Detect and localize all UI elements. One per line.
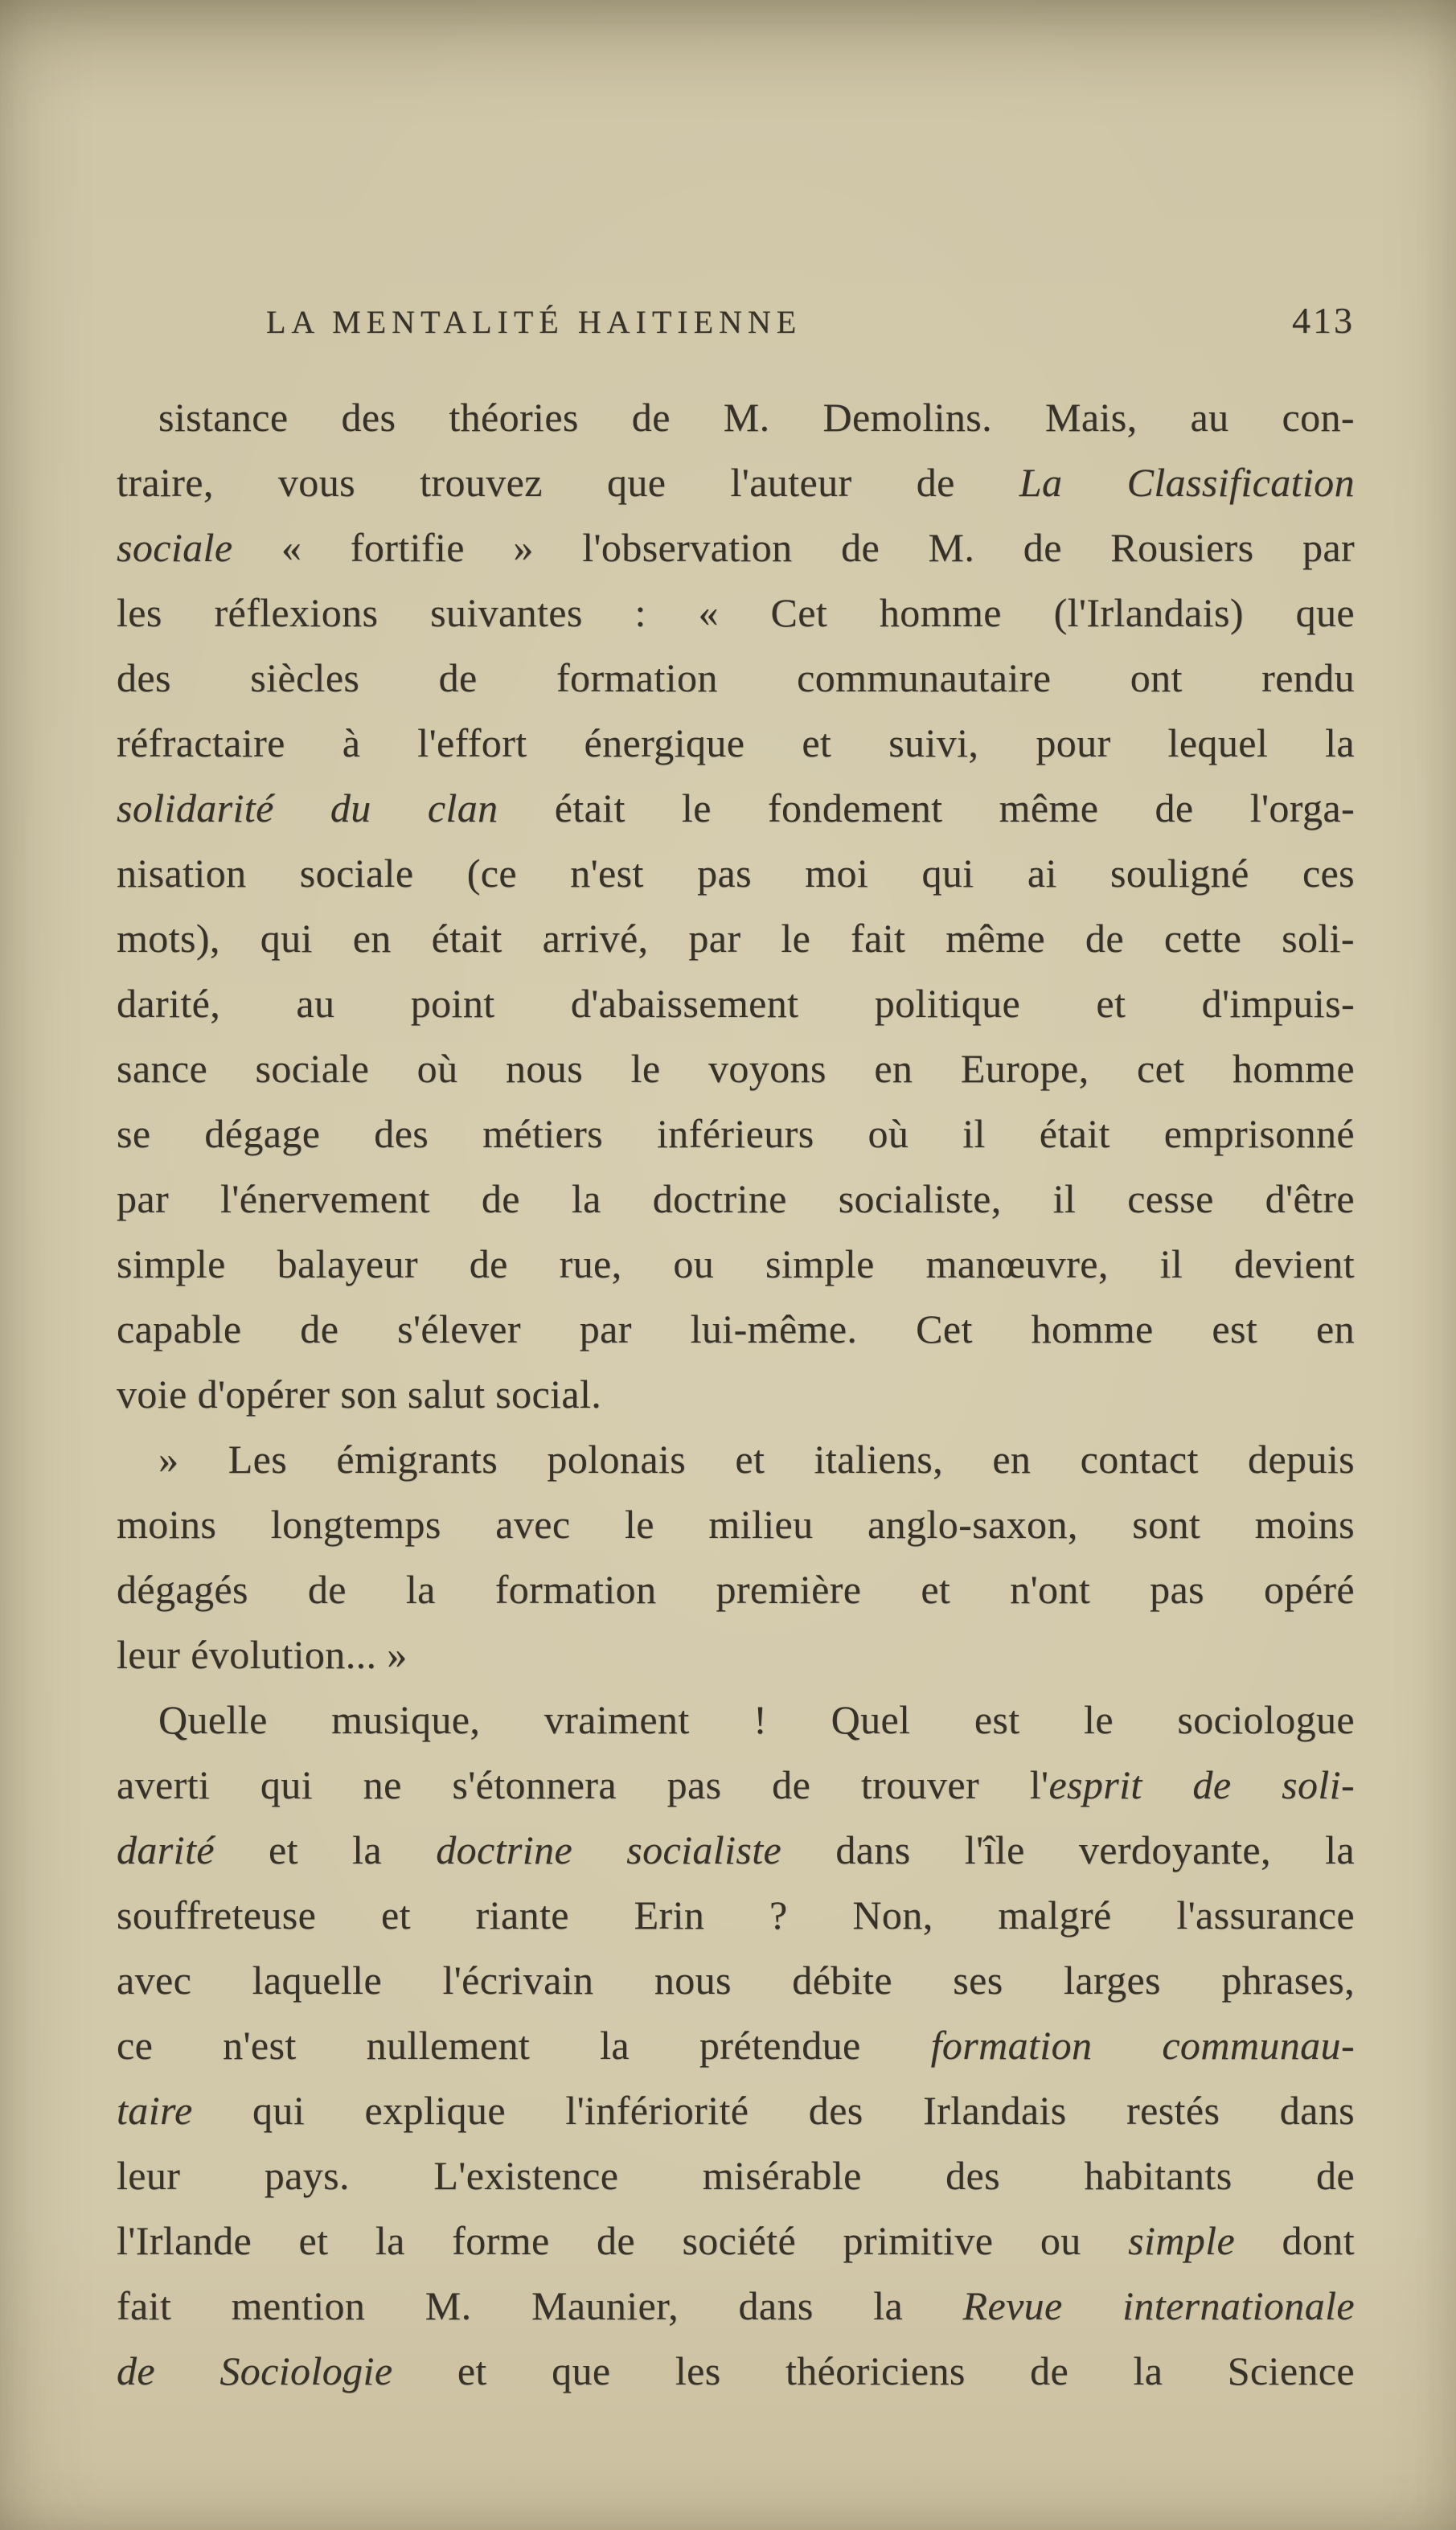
- text-segment: leur évolution... »: [117, 1632, 408, 1677]
- text-line: [117, 1948, 1355, 2013]
- text-line: [117, 1492, 1355, 1557]
- italic-text-segment: taire: [117, 2088, 193, 2133]
- text-segment: fait mention M. Maunier, dans la: [117, 2283, 963, 2328]
- text-segment: ce n'est nullement la prétendue: [117, 2023, 931, 2068]
- text-segment: sistance des théories de M. Demolins. Mais, au con-: [158, 395, 1355, 440]
- text-segment: « fortifie » l'observation de M. de Rousiers par: [232, 525, 1355, 570]
- text-segment: réfractaire à l'effort énergique et suivi, pour lequel la: [117, 720, 1355, 765]
- text-line: [117, 971, 1355, 1036]
- text-line: [117, 1687, 1355, 1753]
- text-line: [117, 2208, 1355, 2274]
- text-line: [117, 515, 1355, 580]
- text-line: [117, 2143, 1355, 2208]
- text-segment: l'Irlande et la forme de société primitive ou: [117, 2218, 1129, 2263]
- text-segment: souffreteuse et riante Erin ? Non, malgré l'assurance: [117, 1892, 1355, 1937]
- text-segment: capable de s'élever par lui-même. Cet homme est en: [117, 1306, 1355, 1351]
- text-segment: des siècles de formation communautaire ont rendu: [117, 655, 1355, 700]
- text-segment: nisation sociale (ce n'est pas moi qui ai souligné ces: [117, 851, 1355, 896]
- text-line: [117, 1883, 1355, 1948]
- text-segment: et que les théoriciens de la Science: [392, 2348, 1355, 2393]
- italic-text-segment: Revue internationale: [962, 2283, 1355, 2328]
- page-number: 413: [1292, 300, 1355, 341]
- text-line: [117, 450, 1355, 515]
- text-segment: par l'énervement de la doctrine socialiste, il cesse d'être: [117, 1176, 1355, 1221]
- text-line: [117, 1818, 1355, 1883]
- text-segment: les réflexions suivantes : « Cet homme (l'Irlandais) que: [117, 590, 1355, 635]
- text-segment: mots), qui en était arrivé, par le fait même de cette soli-: [117, 916, 1355, 961]
- italic-text-segment: esprit de soli-: [1048, 1762, 1355, 1807]
- text-segment: dont: [1235, 2218, 1355, 2263]
- text-segment: leur pays. L'existence misérable des habitants de: [117, 2153, 1355, 2198]
- text-segment: traire, vous trouvez que l'auteur de: [117, 460, 1019, 505]
- running-title: LA MENTALITÉ HAITIENNE: [266, 304, 802, 340]
- text-segment: dans l'île verdoyante, la: [781, 1827, 1355, 1872]
- italic-text-segment: sociale: [117, 525, 233, 570]
- page-header: [117, 299, 1355, 342]
- text-segment: averti qui ne s'étonnera pas de trouver l': [117, 1762, 1049, 1807]
- text-segment: qui explique l'infériorité des Irlandais restés dans: [192, 2088, 1355, 2133]
- text-segment: sance sociale où nous le voyons en Europe, cet homme: [117, 1046, 1355, 1091]
- text-line: [117, 1297, 1355, 1362]
- text-line: [117, 1036, 1355, 1101]
- text-line: [117, 646, 1355, 711]
- text-line: [117, 580, 1355, 646]
- italic-text-segment: La Classification: [1019, 460, 1355, 505]
- text-line: [117, 711, 1355, 776]
- text-line: [117, 2013, 1355, 2078]
- text-segment: darité, au point d'abaissement politique et d'impuis-: [117, 981, 1355, 1026]
- text-line: [117, 1427, 1355, 1492]
- italic-text-segment: formation communau-: [930, 2023, 1355, 2068]
- text-line: [117, 2339, 1355, 2404]
- italic-text-segment: doctrine socialiste: [436, 1827, 782, 1872]
- text-line: [117, 776, 1355, 841]
- text-line: [117, 1362, 1355, 1427]
- text-line: [117, 1167, 1355, 1232]
- text-line: [117, 2078, 1355, 2143]
- text-segment: se dégage des métiers inférieurs où il était emprisonné: [117, 1111, 1355, 1156]
- text-line: [117, 385, 1355, 450]
- text-segment: voie d'opérer son salut social.: [117, 1372, 602, 1417]
- text-line: [117, 1101, 1355, 1167]
- text-segment: simple balayeur de rue, ou simple manœuvre, il devient: [117, 1241, 1355, 1286]
- page-body: [117, 385, 1355, 2404]
- text-line: [117, 841, 1355, 906]
- text-segment: dégagés de la formation première et n'ont pas opéré: [117, 1567, 1355, 1612]
- text-line: [117, 906, 1355, 971]
- italic-text-segment: simple: [1128, 2218, 1236, 2263]
- text-segment: et la: [214, 1827, 437, 1872]
- italic-text-segment: solidarité du clan: [117, 785, 498, 830]
- text-line: [117, 1232, 1355, 1297]
- text-line: [117, 2274, 1355, 2339]
- italic-text-segment: darité: [117, 1827, 215, 1872]
- italic-text-segment: de Sociologie: [117, 2348, 393, 2393]
- text-line: [117, 1557, 1355, 1622]
- text-line: [117, 1622, 1355, 1687]
- text-line: [117, 1753, 1355, 1818]
- text-segment: » Les émigrants polonais et italiens, en contact depuis: [158, 1437, 1355, 1482]
- text-segment: Quelle musique, vraiment ! Quel est le sociologue: [158, 1697, 1355, 1742]
- text-segment: avec laquelle l'écrivain nous débite ses larges phrases,: [117, 1958, 1355, 2003]
- text-segment: moins longtemps avec le milieu anglo-saxon, sont moins: [117, 1502, 1355, 1547]
- text-segment: était le fondement même de l'orga-: [498, 785, 1355, 830]
